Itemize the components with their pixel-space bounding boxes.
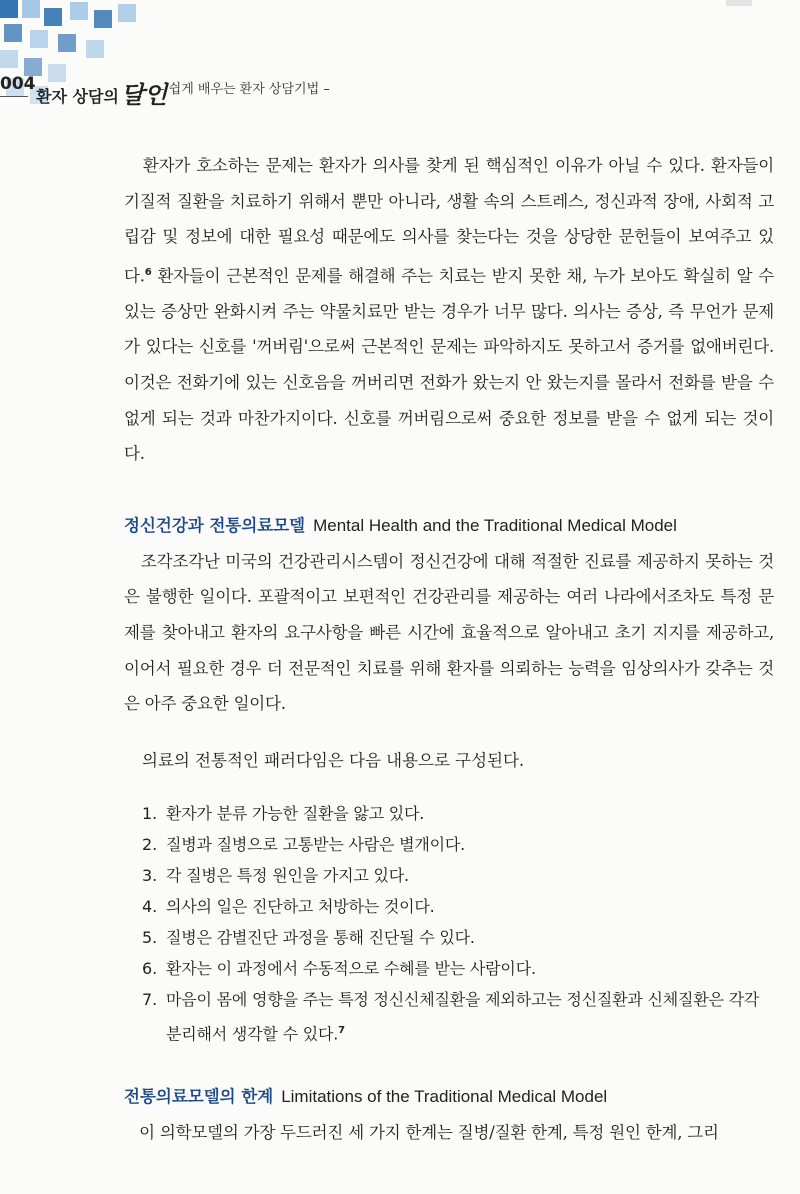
- list-item: [124, 984, 774, 1049]
- list-item-number: 2.: [142, 834, 158, 854]
- section-heading-ko: 정신건강과 전통의료모델: [124, 515, 306, 535]
- running-title-text: 환자 상담의: [36, 87, 119, 106]
- mosaic-square: [86, 40, 104, 58]
- running-title-accent: 달인: [120, 80, 168, 109]
- footnote-ref: 6: [144, 266, 152, 278]
- paradigm-list: [124, 798, 774, 1049]
- mosaic-square: [0, 0, 18, 18]
- footnote-ref: 7: [338, 1024, 345, 1036]
- list-item-text-body: 환자가 분류 가능한 질환을 앓고 있다.: [166, 803, 425, 823]
- mosaic-square: [44, 8, 62, 26]
- section-heading-en: Limitations of the Traditional Medical Model: [281, 1087, 608, 1107]
- list-item-text-body: 질병과 질병으로 고통받는 사람은 별개이다.: [166, 834, 466, 854]
- decorative-mark: [726, 0, 752, 6]
- list-item-text: [166, 891, 774, 922]
- list-item-number: 1.: [142, 803, 158, 823]
- list-item: [124, 798, 774, 829]
- list-item-number: 3.: [142, 865, 158, 885]
- section-paragraph: [124, 544, 774, 722]
- list-item: [124, 860, 774, 891]
- list-item: [124, 953, 774, 984]
- list-item: [124, 922, 774, 953]
- list-item-text: [166, 798, 774, 829]
- list-intro: 의료의 전통적인 패러다임은 다음 내용으로 구성된다.: [142, 750, 525, 770]
- list-item: [124, 891, 774, 922]
- intro-paragraph: [124, 148, 774, 472]
- intro-text: 환자가 호소하는 문제는 환자가 의사를 찾게 된 핵심적인 이유가 아닐 수 있다. 환자들이 기질적 질환을 치료하기 위해서 뿐만 아니라, 생활 속의 스트레스, 정신과적 장애, 사회적 고립감 및 정보에 대한 필요성 때문에도 의사를 찾는다는 것을 상당한 문헌들이 보여주고 있다.: [124, 156, 775, 286]
- list-item-number: 6.: [142, 958, 158, 978]
- mosaic-square: [94, 10, 112, 28]
- list-item-number: 4.: [142, 896, 158, 916]
- section-paragraph-text: 이 의학모델의 가장 두드러진 세 가지 한계는 질병/질환 한계, 특정 원인 한계, 그리: [139, 1123, 719, 1143]
- list-item-number: 7.: [142, 989, 158, 1009]
- list-item-text-body: 마음이 몸에 영향을 주는 특정 정신신체질환을 제외하고는 정신질환과 신체질환은 각각 분리해서 생각할 수 있다.: [166, 989, 760, 1044]
- list-item-text: [166, 922, 774, 953]
- list-item-number: 5.: [142, 927, 158, 947]
- list-item-text-body: 각 질병은 특정 원인을 가지고 있다.: [166, 865, 409, 885]
- mosaic-square: [58, 34, 76, 52]
- list-item-text-body: 질병은 감별진단 과정을 통해 진단될 수 있다.: [166, 927, 475, 947]
- list-item-text: [166, 953, 774, 984]
- page-body: [124, 148, 774, 1151]
- list-item-text: [166, 860, 774, 891]
- list-item: [124, 829, 774, 860]
- mosaic-square: [4, 24, 22, 42]
- list-item-text: [166, 829, 774, 860]
- section-heading-en: Mental Health and the Traditional Medical Model: [313, 515, 677, 535]
- intro-text-2: 환자들이 근본적인 문제를 해결해 주는 치료는 받지 못한 채, 누가 보아도 확실히 알 수 있는 증상만 완화시켜 주는 약물치료만 받는 경우가 너무 많다. 의사는 증상, 즉 무언가 문제가 있다는 신호를 '꺼버림'으로써 근본적인 문제는 파악하지도 못하고서 증거를 없애버린다. 이것은 전화기에 있는 신호음을 꺼버리면 전화가 왔는지 안 왔는지를 몰라서 전화를 받을 수 없게 되는 것과 마찬가지이다. 신호를 꺼버림으로써 중요한 정보를 받을 수 없게 되는 것이다.: [124, 266, 774, 464]
- page-number-rule: [0, 96, 28, 97]
- running-title: [36, 74, 167, 109]
- mosaic-square: [0, 50, 18, 68]
- section-heading-mental-health: [124, 512, 774, 540]
- list-item-text-body: 의사의 일은 진단하고 처방하는 것이다.: [166, 896, 435, 916]
- section-paragraph: [124, 1115, 774, 1151]
- page-header: [0, 72, 420, 109]
- mosaic-square: [30, 30, 48, 48]
- mosaic-square: [118, 4, 136, 22]
- running-subtitle: – 쉽게 배우는 환자 상담기법 –: [158, 82, 330, 97]
- mosaic-square: [22, 0, 40, 18]
- list-item-text-body: 환자는 이 과정에서 수동적으로 수혜를 받는 사람이다.: [166, 958, 536, 978]
- section-heading-limitations: [124, 1083, 774, 1111]
- list-item-text: [166, 984, 774, 1049]
- section-heading-ko: 전통의료모델의 한계: [124, 1087, 274, 1107]
- mosaic-square: [70, 2, 88, 20]
- page-number: 004: [0, 74, 36, 94]
- section-paragraph-text: 조각조각난 미국의 건강관리시스템이 정신건강에 대해 적절한 진료를 제공하지 못하는 것은 불행한 일이다. 포괄적이고 보편적인 건강관리를 제공하는 여러 나라에서조차도 특정 문제를 찾아내고 환자의 요구사항을 빠른 시간에 효율적으로 알아내고 초기 지지를 제공하고, 이어서 필요한 경우 더 전문적인 치료를 위해 환자를 의뢰하는 능력을 임상의사가 갖추는 것은 아주 중요한 일이다.: [124, 551, 775, 714]
